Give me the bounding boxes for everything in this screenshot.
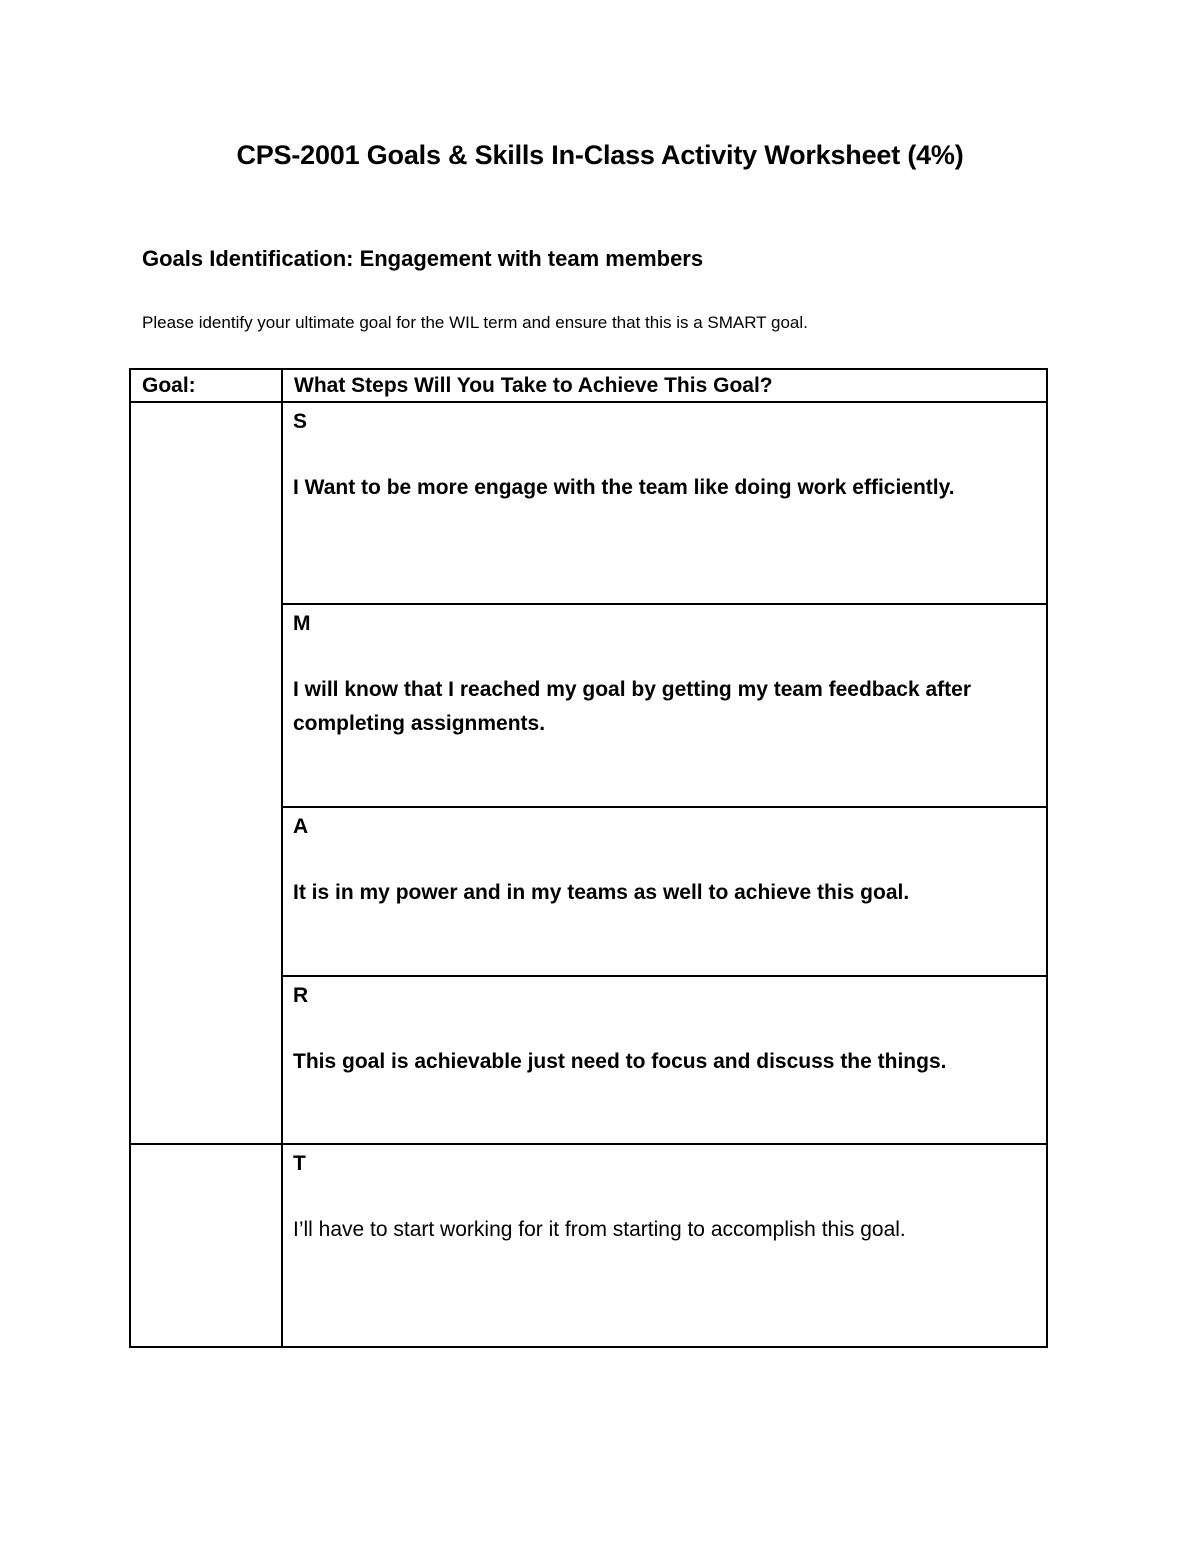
- step-letter: T: [293, 1152, 306, 1175]
- step-cell-s[interactable]: [282, 402, 1047, 604]
- step-cell-m[interactable]: [282, 604, 1047, 807]
- goal-cell-2[interactable]: [130, 1144, 282, 1347]
- smart-goal-table: [129, 368, 1048, 1348]
- step-cell-a[interactable]: [282, 807, 1047, 976]
- step-letter: M: [293, 612, 311, 635]
- step-letter: S: [293, 410, 308, 433]
- step-text: I will know that I reached my goal by getting my team feedback after completing assignments.: [293, 678, 972, 735]
- step-letter: R: [293, 984, 309, 1007]
- header-goal: Goal:: [130, 369, 282, 402]
- step-cell-t[interactable]: [282, 1144, 1047, 1347]
- step-text: I Want to be more engage with the team like doing work efficiently.: [293, 476, 955, 499]
- step-cell-r[interactable]: [282, 976, 1047, 1144]
- section-heading: Goals Identification: Engagement with team members: [142, 246, 704, 271]
- table-row-s: [130, 402, 1047, 604]
- worksheet-title: CPS-2001 Goals & Skills In-Class Activity Worksheet (4%): [236, 140, 964, 170]
- goal-cell[interactable]: [130, 402, 282, 1144]
- table-header-row: [130, 369, 1047, 402]
- table-row-t: [130, 1144, 1047, 1347]
- header-steps: What Steps Will You Take to Achieve This Goal?: [282, 369, 1047, 402]
- step-text: This goal is achievable just need to focus and discuss the things.: [293, 1050, 947, 1073]
- instructions-text: Please identify your ultimate goal for the WIL term and ensure that this is a SMART goal.: [142, 313, 808, 332]
- step-letter: A: [293, 815, 309, 838]
- step-text: I’ll have to start working for it from starting to accomplish this goal.: [293, 1218, 906, 1241]
- step-text: It is in my power and in my teams as well to achieve this goal.: [293, 881, 910, 904]
